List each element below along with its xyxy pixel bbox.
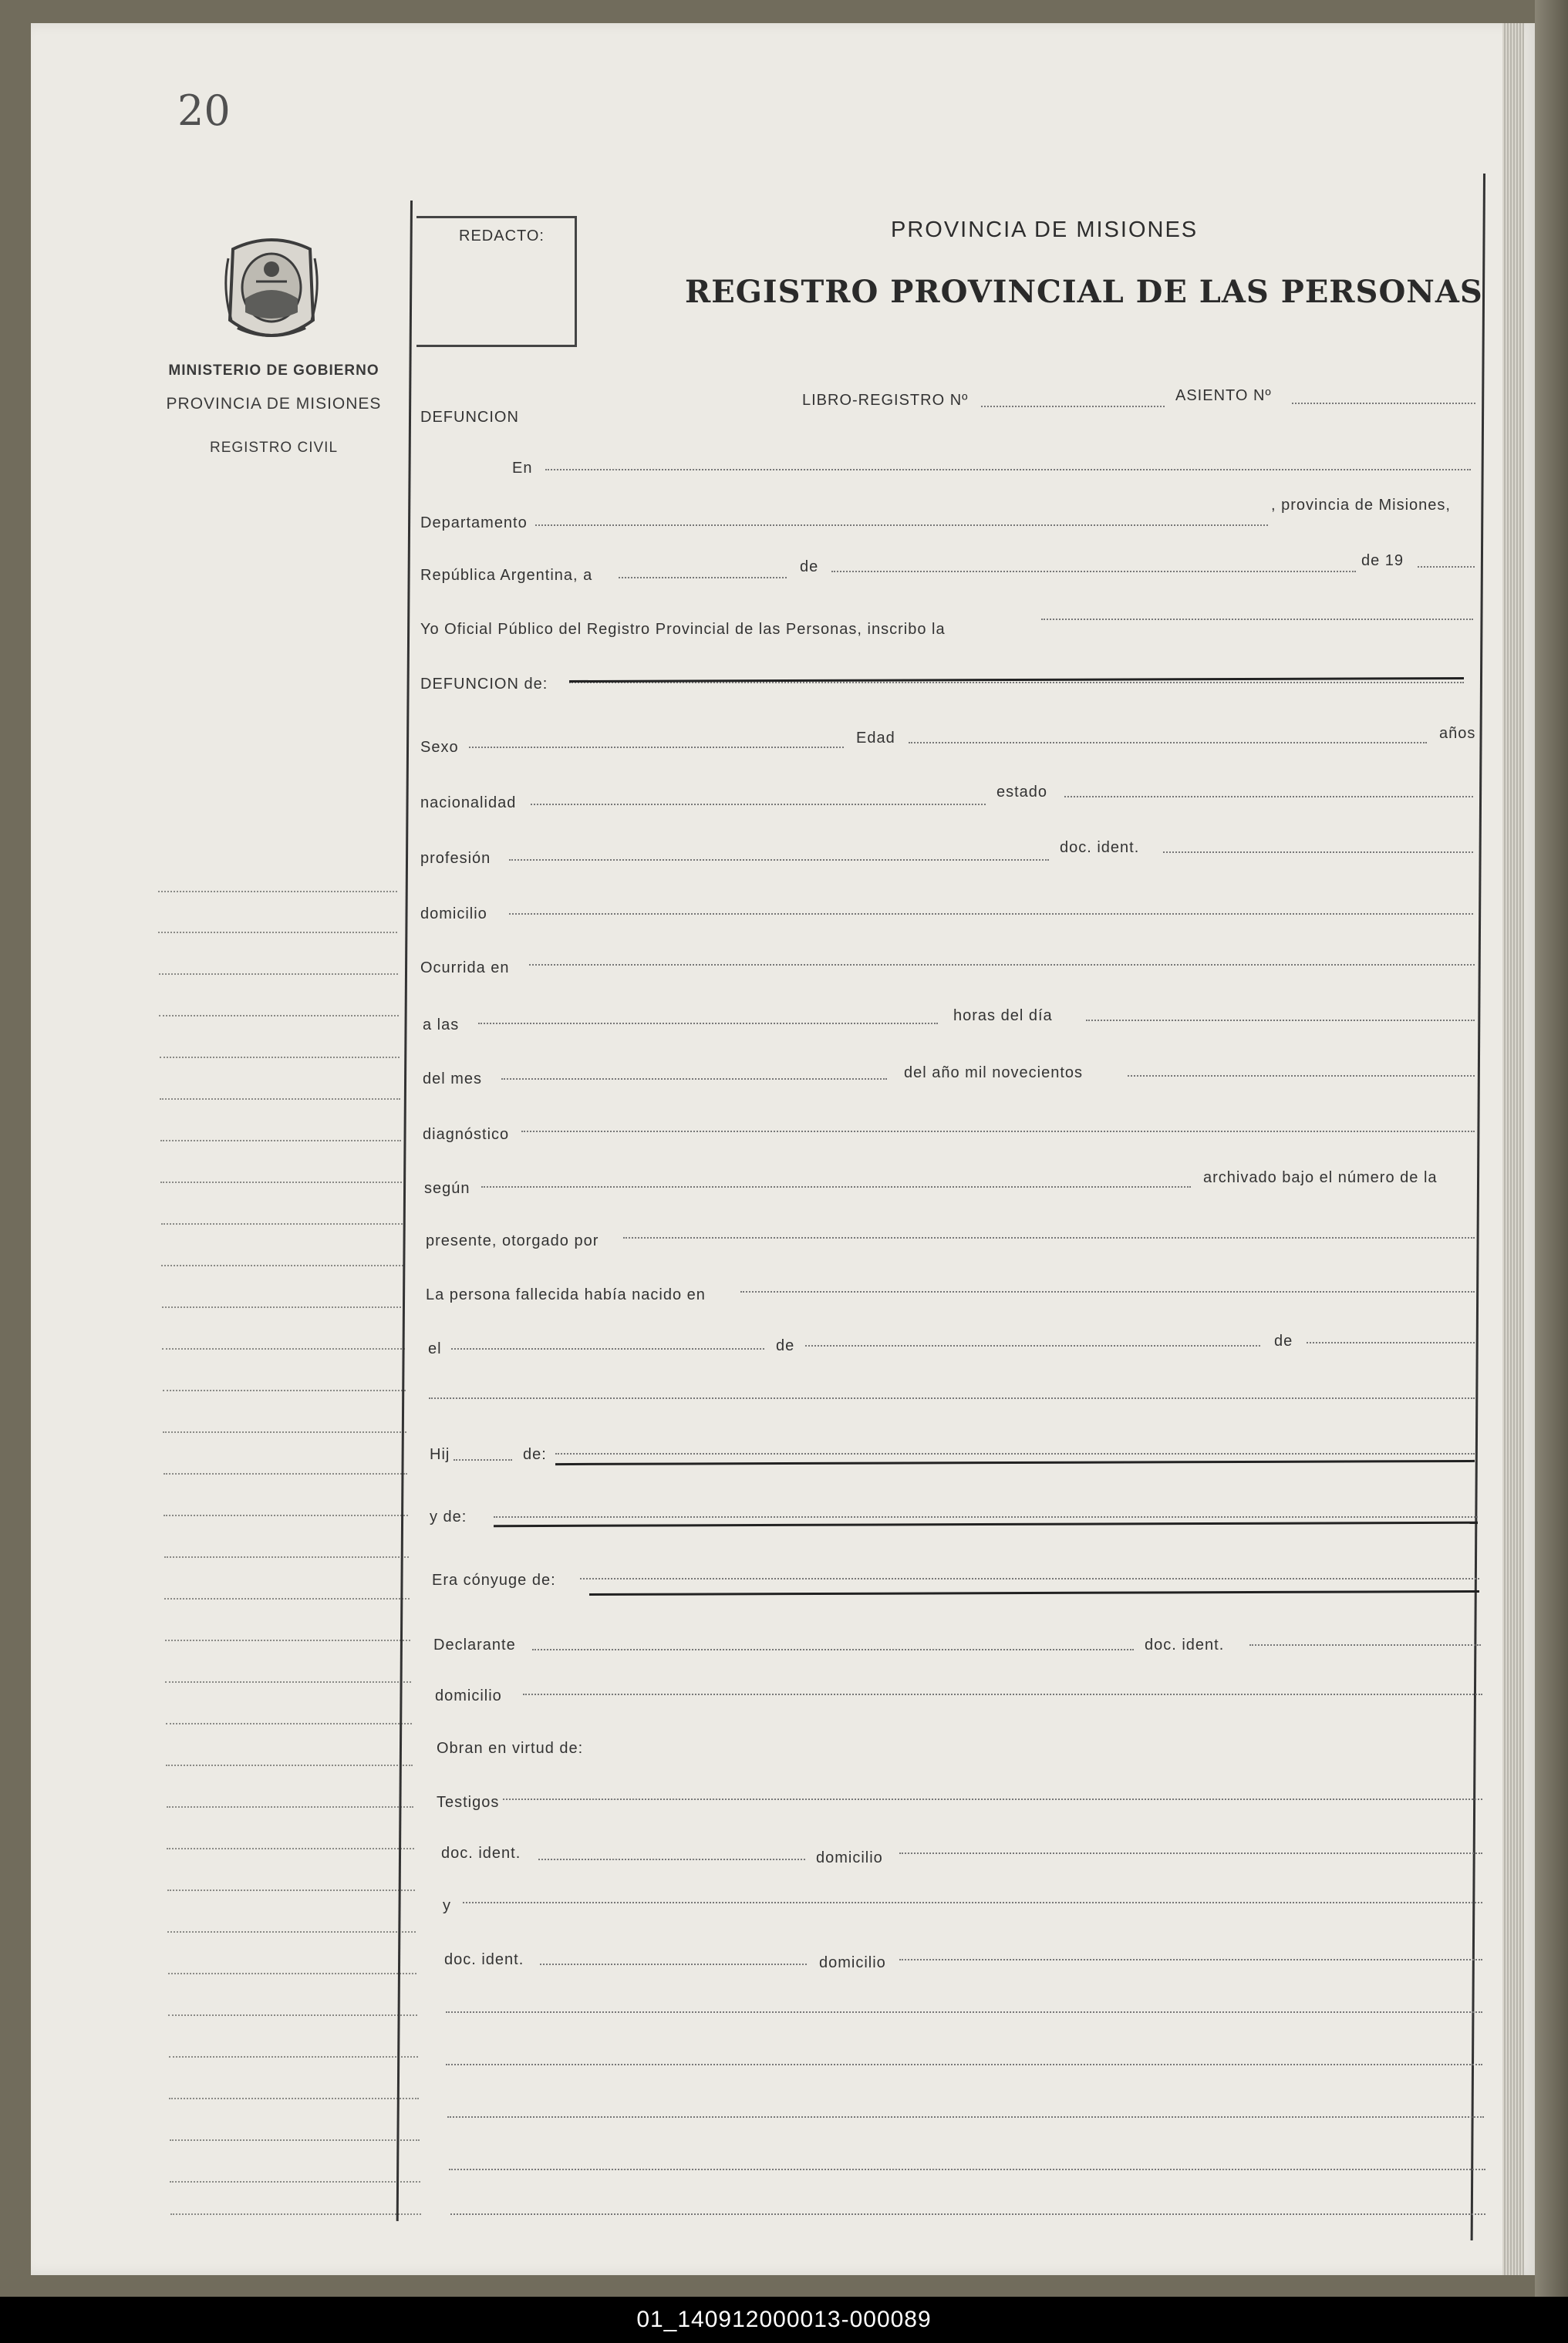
testigos-line xyxy=(503,1799,1482,1800)
blank-line xyxy=(446,2064,1482,2065)
nacionalidad-label: nacionalidad xyxy=(420,794,517,811)
blank-line xyxy=(450,2213,1485,2215)
del-mes-line xyxy=(501,1078,887,1080)
page-number: 20 xyxy=(177,86,231,135)
del-ano-line xyxy=(1128,1075,1475,1077)
margin-line xyxy=(168,2014,417,2016)
margin-line xyxy=(170,2213,421,2215)
departamento-label: Departamento xyxy=(420,514,528,531)
margin-line xyxy=(170,2181,420,2183)
redacto-label: REDACTO: xyxy=(459,228,545,244)
testigo2-domicilio-line xyxy=(899,1959,1482,1960)
de-19-label: de 19 xyxy=(1361,552,1404,569)
diagnostico-label: diagnóstico xyxy=(423,1126,510,1143)
blank-line xyxy=(446,2011,1482,2013)
profesion-line xyxy=(509,859,1049,861)
blank-line xyxy=(447,2116,1484,2118)
presente-line xyxy=(623,1237,1475,1239)
departamento-line xyxy=(535,524,1268,526)
margin-line xyxy=(160,1140,401,1141)
margin-line xyxy=(158,932,397,933)
presente-label: presente, otorgado por xyxy=(426,1232,599,1249)
book-cover-edge xyxy=(1535,0,1568,2297)
margin-line xyxy=(169,2098,419,2099)
diagnostico-line xyxy=(521,1131,1475,1132)
horas-del-dia-label: horas del día xyxy=(953,1007,1053,1024)
margin-line xyxy=(160,1057,400,1058)
defuncion-label: DEFUNCION xyxy=(420,409,519,426)
margin-line xyxy=(167,1848,414,1849)
registry-title: REGISTRO PROVINCIAL DE LAS PERSONAS xyxy=(685,274,1483,310)
de-month-label: de xyxy=(776,1337,795,1354)
y-de-dotted xyxy=(494,1516,1478,1518)
nacionalidad-line xyxy=(531,804,986,805)
provincia-misiones-label: , provincia de Misiones, xyxy=(1271,497,1451,514)
libro-registro-label: LIBRO-REGISTRO Nº xyxy=(802,392,969,409)
margin-line xyxy=(170,2139,420,2141)
ministry-name: MINISTERIO DE GOBIERNO xyxy=(168,362,379,379)
testigo1-domicilio-line xyxy=(899,1852,1482,1854)
el-month-line xyxy=(805,1345,1260,1347)
y-label: y xyxy=(443,1897,451,1914)
month-line xyxy=(831,571,1356,572)
testigo1-doc-ident-line xyxy=(538,1859,805,1860)
testigo2-domicilio-label: domicilio xyxy=(819,1954,886,1971)
margin-line xyxy=(161,1265,403,1266)
en-label: En xyxy=(512,460,533,477)
declarante-doc-ident-line xyxy=(1249,1644,1481,1646)
coat-of-arms-icon xyxy=(222,228,321,351)
segun-label: según xyxy=(424,1180,470,1197)
defuncion-de-label: DEFUNCION de: xyxy=(420,676,548,693)
testigos-label: Testigos xyxy=(437,1794,500,1811)
testigo1-domicilio-label: domicilio xyxy=(816,1849,883,1866)
testigo2-doc-ident-label: doc. ident. xyxy=(444,1951,524,1968)
margin-line xyxy=(169,2056,418,2058)
margin-line xyxy=(167,1931,416,1933)
hij-label: Hij xyxy=(430,1446,450,1463)
domicilio-label: domicilio xyxy=(420,905,487,922)
horas-del-dia-line xyxy=(1086,1020,1475,1021)
margin-line xyxy=(163,1390,406,1391)
ledger-page xyxy=(31,23,1535,2275)
margin-line xyxy=(162,1306,404,1308)
el-label: el xyxy=(428,1340,442,1357)
yo-oficial-line xyxy=(1041,619,1473,620)
declarante-domicilio-label: domicilio xyxy=(435,1687,502,1704)
profesion-label: profesión xyxy=(420,850,491,867)
margin-line xyxy=(160,1098,400,1100)
margin-line xyxy=(165,1681,411,1683)
blank-line xyxy=(429,1397,1475,1399)
a-las-line xyxy=(478,1023,938,1024)
testigo1-doc-ident-label: doc. ident. xyxy=(441,1845,521,1862)
margin-line xyxy=(163,1431,406,1433)
day-line xyxy=(619,577,787,578)
y-line xyxy=(463,1902,1482,1903)
margin-line xyxy=(162,1348,405,1350)
republica-argentina-label: República Argentina, a xyxy=(420,567,593,584)
page-stack-edge xyxy=(1502,23,1524,2275)
margin-line xyxy=(164,1473,407,1475)
ocurrida-en-label: Ocurrida en xyxy=(420,959,510,976)
ministry-province: PROVINCIA DE MISIONES xyxy=(166,395,382,413)
sexo-label: Sexo xyxy=(420,739,459,756)
image-id-label: 01_140912000013-000089 xyxy=(636,2307,932,2332)
province-title: PROVINCIA DE MISIONES xyxy=(891,217,1199,242)
declarante-label: Declarante xyxy=(433,1637,516,1654)
hij-de-label: de: xyxy=(523,1446,547,1463)
domicilio-line xyxy=(509,913,1473,915)
de-label: de xyxy=(800,558,819,575)
a-las-label: a las xyxy=(423,1016,460,1033)
ocurrida-en-line xyxy=(529,964,1475,966)
hij-suffix-line xyxy=(454,1459,512,1461)
del-mes-label: del mes xyxy=(423,1070,483,1087)
del-ano-label: del año mil novecientos xyxy=(904,1064,1084,1081)
blank-line xyxy=(449,2169,1485,2170)
declarante-line xyxy=(532,1649,1134,1650)
obran-label: Obran en virtud de: xyxy=(437,1740,584,1757)
doc-ident-line xyxy=(1163,851,1473,853)
declarante-doc-ident-label: doc. ident. xyxy=(1145,1637,1225,1654)
en-line xyxy=(545,469,1471,470)
margin-line xyxy=(164,1556,409,1558)
margin-line xyxy=(167,1806,413,1808)
year-line xyxy=(1418,566,1475,568)
nacido-en-label: La persona fallecida había nacido en xyxy=(426,1286,706,1303)
margin-line xyxy=(166,1723,412,1724)
hij-de-dotted xyxy=(555,1453,1475,1455)
testigo2-doc-ident-line xyxy=(540,1964,807,1965)
libro-registro-line xyxy=(981,406,1165,407)
conyuge-label: Era cónyuge de: xyxy=(432,1572,556,1589)
sexo-line xyxy=(469,747,844,748)
el-day-line xyxy=(451,1348,764,1350)
margin-line xyxy=(165,1640,410,1641)
margin-line xyxy=(161,1223,403,1225)
edad-line xyxy=(909,742,1427,743)
archivado-label: archivado bajo el número de la xyxy=(1203,1169,1438,1186)
asiento-line xyxy=(1292,403,1475,404)
segun-line xyxy=(481,1186,1191,1188)
nacido-en-line xyxy=(740,1291,1475,1293)
margin-line xyxy=(160,1182,402,1183)
el-year-line xyxy=(1307,1342,1475,1343)
margin-line xyxy=(164,1515,408,1516)
margin-line xyxy=(159,973,398,975)
anos-label: años xyxy=(1439,725,1476,742)
conyuge-dotted xyxy=(580,1578,1479,1579)
y-de-label: y de: xyxy=(430,1509,467,1525)
margin-line xyxy=(164,1598,410,1600)
margin-line xyxy=(166,1765,413,1766)
doc-ident-label: doc. ident. xyxy=(1060,839,1140,856)
margin-line xyxy=(168,1973,416,1974)
estado-label: estado xyxy=(996,784,1048,801)
edad-label: Edad xyxy=(856,730,895,747)
ministry-registry: REGISTRO CIVIL xyxy=(209,440,339,456)
yo-oficial-label: Yo Oficial Público del Registro Provincial de las Personas, inscribo la xyxy=(420,621,946,638)
de-year-label: de xyxy=(1274,1333,1293,1350)
margin-line xyxy=(167,1890,415,1891)
declarante-domicilio-line xyxy=(523,1694,1482,1695)
margin-line xyxy=(158,891,397,892)
margin-line xyxy=(159,1015,399,1016)
asiento-label: ASIENTO Nº xyxy=(1175,387,1272,404)
estado-line xyxy=(1064,796,1473,797)
